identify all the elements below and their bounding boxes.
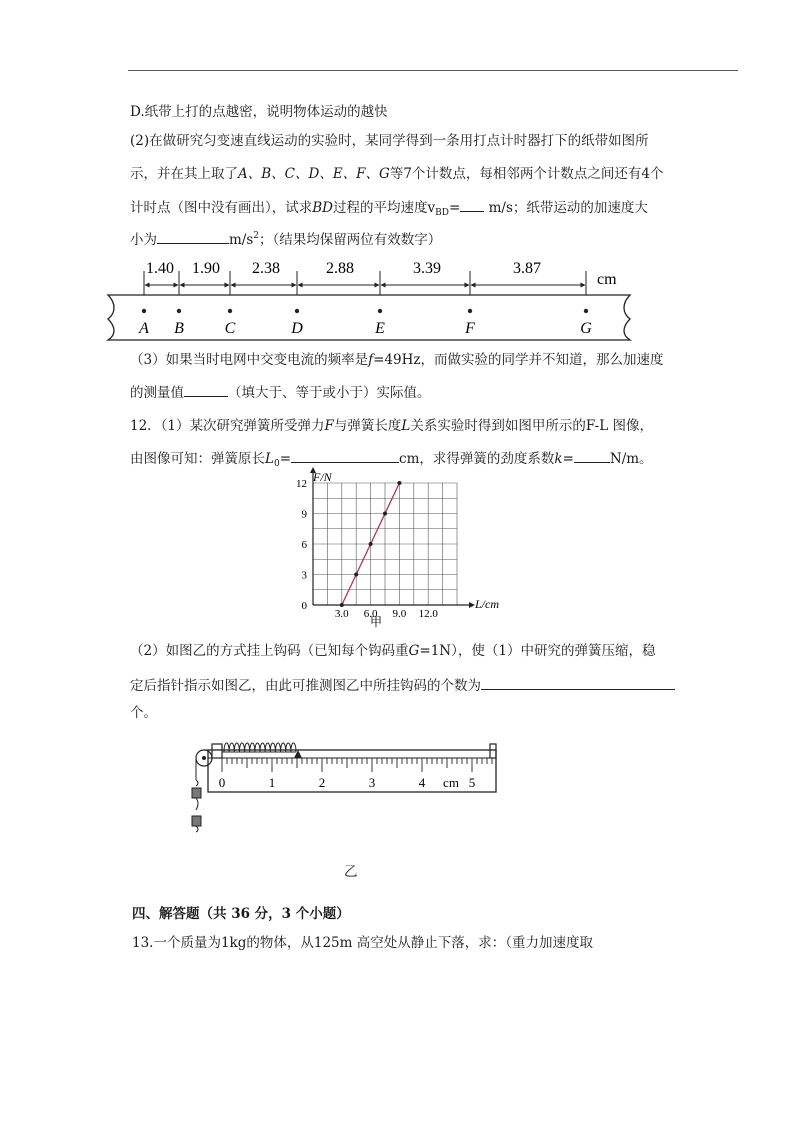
tape-dot-D (295, 309, 299, 313)
q11-2-line2: 示，并在其上取了A、B、C、D、E、F、G等7个计数点，每相邻两个计数点之间还有4个 (130, 166, 664, 182)
data-point-3 (383, 512, 387, 516)
velocity-blank[interactable] (460, 199, 484, 212)
q11-3-line1: （3）如果当时电网中交变电流的频率是f=49Hz，而做实验的同学并不知道，那么加速度 (130, 352, 664, 368)
dist-6: 3.87 (513, 260, 541, 277)
q11-2-line3: 计时点（图中没有画出），试求BD过程的平均速度$v_{BD}= m/s$；纸带运动的加速度大 (130, 200, 648, 218)
tape-label-A: A (139, 320, 149, 337)
dist-3: 2.38 (252, 260, 280, 277)
acceleration-blank[interactable] (157, 231, 229, 244)
data-point-0 (340, 603, 344, 607)
tape-unit: cm (597, 271, 617, 288)
data-point-4 (397, 481, 401, 485)
tape-outline (108, 295, 630, 340)
q12-2-line3: 个。 (130, 705, 157, 721)
ruler-label: 5 (468, 775, 476, 790)
y-tick-label: 12 (296, 478, 307, 490)
q12-1-line2: 由图像可知：弹簧原长$L_0=$ cm，求得弹簧的劲度系数k= N/m。 (130, 451, 653, 469)
ruler-label: 3 (368, 775, 376, 790)
data-point-1 (354, 573, 358, 577)
x-tick-label: 12.0 (418, 608, 438, 620)
q13: 13.一个质量为1kg的物体，从125m 高空处从静止下落，求：（重力加速度取 (132, 935, 593, 951)
x-tick-label: 9.0 (392, 608, 407, 620)
q11-2-line4: 小为 $m/s^2$；（结果均保留两位有效数字） (130, 231, 442, 248)
q11-3-line2: 的测量值 （填大于、等于或小于）实际值。 (130, 385, 431, 401)
y-axis-label: F/N (313, 470, 332, 484)
y-tick-label: 6 (301, 539, 307, 551)
q12-1-line1: 12．（1）某次研究弹簧所受弹力F与弹簧长度L关系实验时得到如图甲所示的F-L 图像， (130, 418, 653, 434)
ruler-label: 2 (318, 775, 326, 790)
stiffness-blank[interactable] (574, 450, 610, 463)
point-list: A、B、C、D、E、F、G (238, 166, 390, 182)
dist-1: 1.40 (146, 260, 174, 277)
tape-dot-G (584, 309, 588, 313)
q11-2-line1: (2)在做研究匀变速直线运动的实验时，某同学得到一条用打点计时器打下的纸带如图所 (130, 133, 649, 149)
pointer (294, 750, 302, 758)
tape-label-C: C (224, 320, 236, 337)
y-tick-label: 3 (301, 569, 307, 582)
tape-dot-A (142, 309, 146, 313)
force-length-chart (280, 462, 520, 632)
hook-mass-1 (192, 780, 201, 798)
tape-label-G: G (580, 320, 592, 337)
data-point-2 (369, 542, 373, 546)
section-4-heading: 四、解答题（共 36 分，3 个小题） (132, 906, 350, 922)
spring-ruler-figure (188, 736, 508, 846)
spring (222, 743, 296, 752)
ruler-label: 0 (218, 775, 226, 790)
y-tick-label: 0 (301, 600, 307, 612)
option-d: D.纸带上打的点越密，说明物体运动的越快 (130, 104, 388, 120)
measurement-blank[interactable] (184, 384, 228, 397)
dist-5: 3.39 (413, 260, 441, 277)
tape-label-B: B (174, 320, 184, 337)
x-tick-label: 6.0 (363, 608, 378, 620)
hook-mass-2 (192, 798, 201, 832)
ruler-label: 1 (268, 775, 276, 790)
tape-dot-C (228, 309, 232, 313)
tape-dot-B (177, 309, 181, 313)
header-rule (128, 70, 738, 71)
q12-2-line1: （2）如图乙的方式挂上钩码（已知每个钩码重G=1N），使（1）中研究的弹簧压缩，稳 (130, 643, 656, 659)
chart-caption: 甲 (369, 615, 383, 629)
tape-dot-F (468, 309, 472, 313)
dist-4: 2.88 (326, 260, 354, 277)
tape-dot-E (378, 309, 382, 313)
tape-label-D: D (291, 320, 303, 337)
dist-2: 1.90 (192, 260, 220, 277)
q12-2-line2: 定后指针指示如图乙，由此可推测图乙中所挂钩码的个数为 (130, 677, 675, 694)
paper-tape-figure (100, 255, 660, 345)
hook-count-blank[interactable] (481, 677, 675, 690)
tape-label-E: E (375, 320, 385, 337)
ruler-label: 4 (418, 775, 426, 790)
tape-label-F: F (465, 320, 475, 337)
ruler-label: cm (443, 775, 459, 790)
ruler-caption: 乙 (344, 864, 358, 880)
x-tick-label: 3.0 (334, 608, 349, 620)
x-axis-label: L/cm (475, 597, 499, 611)
y-tick-label: 9 (301, 508, 307, 521)
